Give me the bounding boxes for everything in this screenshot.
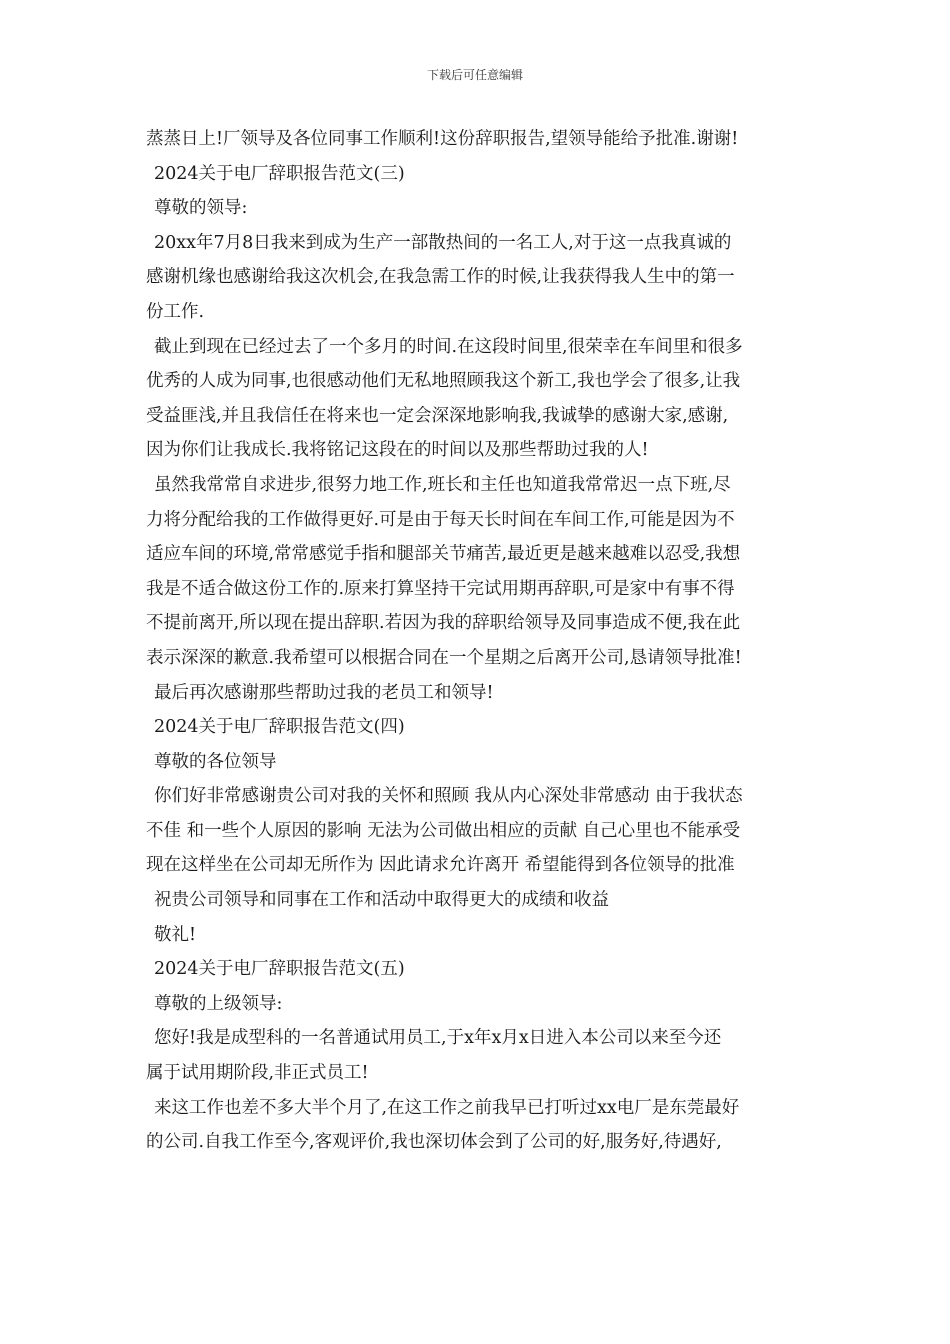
text-line: 份工作. (146, 301, 205, 322)
text-line: 2024关于电厂辞职报告范文(四) (154, 717, 405, 738)
text-line: 2024关于电厂辞职报告范文(三) (154, 163, 405, 184)
text-line: 最后再次感谢那些帮助过我的老员工和领导! (154, 682, 494, 703)
text-line: 敬礼! (154, 924, 197, 945)
text-line: 尊敬的领导: (154, 198, 248, 219)
text-line: 优秀的人成为同事,也很感动他们无私地照顾我这个新工,我也学会了很多,让我 (146, 371, 741, 392)
text-line: 因为你们让我成长.我将铭记这段在的时间以及那些帮助过我的人! (146, 440, 649, 461)
text-line: 表示深深的歉意.我希望可以根据合同在一个星期之后离开公司,恳请领导批准! (146, 647, 742, 668)
text-line: 属于试用期阶段,非正式员工! (146, 1063, 369, 1084)
text-line: 尊敬的上级领导: (154, 993, 283, 1014)
text-line: 现在这样坐在公司却无所作为 因此请求允许离开 希望能得到各位领导的批准 (146, 855, 735, 876)
text-line: 尊敬的各位领导 (154, 751, 277, 772)
text-line: 截止到现在已经过去了一个多月的时间.在这段时间里,很荣幸在车间里和很多 (154, 336, 743, 357)
text-line: 2024关于电厂辞职报告范文(五) (154, 959, 405, 980)
text-line: 不提前离开,所以现在提出辞职.若因为我的辞职给领导及同事造成不便,我在此 (146, 613, 741, 634)
text-line: 你们好非常感谢贵公司对我的关怀和照顾 我从内心深处非常感动 由于我状态 (154, 786, 743, 807)
document-body (146, 122, 810, 1160)
text-line: 不佳 和一些个人原因的影响 无法为公司做出相应的贡献 自己心里也不能承受 (146, 820, 741, 841)
text-line: 20xx年7月8日我来到成为生产一部散热间的一名工人,对于这一点我真诚的 (154, 232, 732, 253)
text-line: 的公司.自我工作至今,客观评价,我也深切体会到了公司的好,服务好,待遇好, (146, 1132, 722, 1153)
text-line: 祝贵公司领导和同事在工作和活动中取得更大的成绩和收益 (154, 890, 609, 911)
text-line: 我是不适合做这份工作的.原来打算坚持干完试用期再辞职,可是家中有事不得 (146, 578, 735, 599)
text-line: 受益匪浅,并且我信任在将来也一定会深深地影响我,我诚挚的感谢大家,感谢, (146, 405, 729, 426)
text-line: 虽然我常常自求进步,很努力地工作,班长和主任也知道我常常迟一点下班,尽 (154, 474, 731, 495)
text-line: 适应车间的环境,常常感觉手指和腿部关节痛苦,最近更是越来越难以忍受,我想 (146, 544, 741, 565)
page-header-note: 下载后可任意编辑 (426, 68, 523, 82)
text-line: 力将分配给我的工作做得更好.可是由于每天长时间在车间工作,可能是因为不 (146, 509, 735, 530)
text-line: 来这工作也差不多大半个月了,在这工作之前我早已打听过xx电厂是东莞最好 (154, 1097, 740, 1118)
text-line: 您好!我是成型科的一名普通试用员工,于x年x月x日进入本公司以来至今还 (154, 1028, 722, 1049)
text-line: 蒸蒸日上!厂领导及各位同事工作顺利!这份辞职报告,望领导能给予批准.谢谢! (146, 129, 739, 149)
text-line: 感谢机缘也感谢给我这次机会,在我急需工作的时候,让我获得我人生中的第一 (146, 267, 735, 288)
